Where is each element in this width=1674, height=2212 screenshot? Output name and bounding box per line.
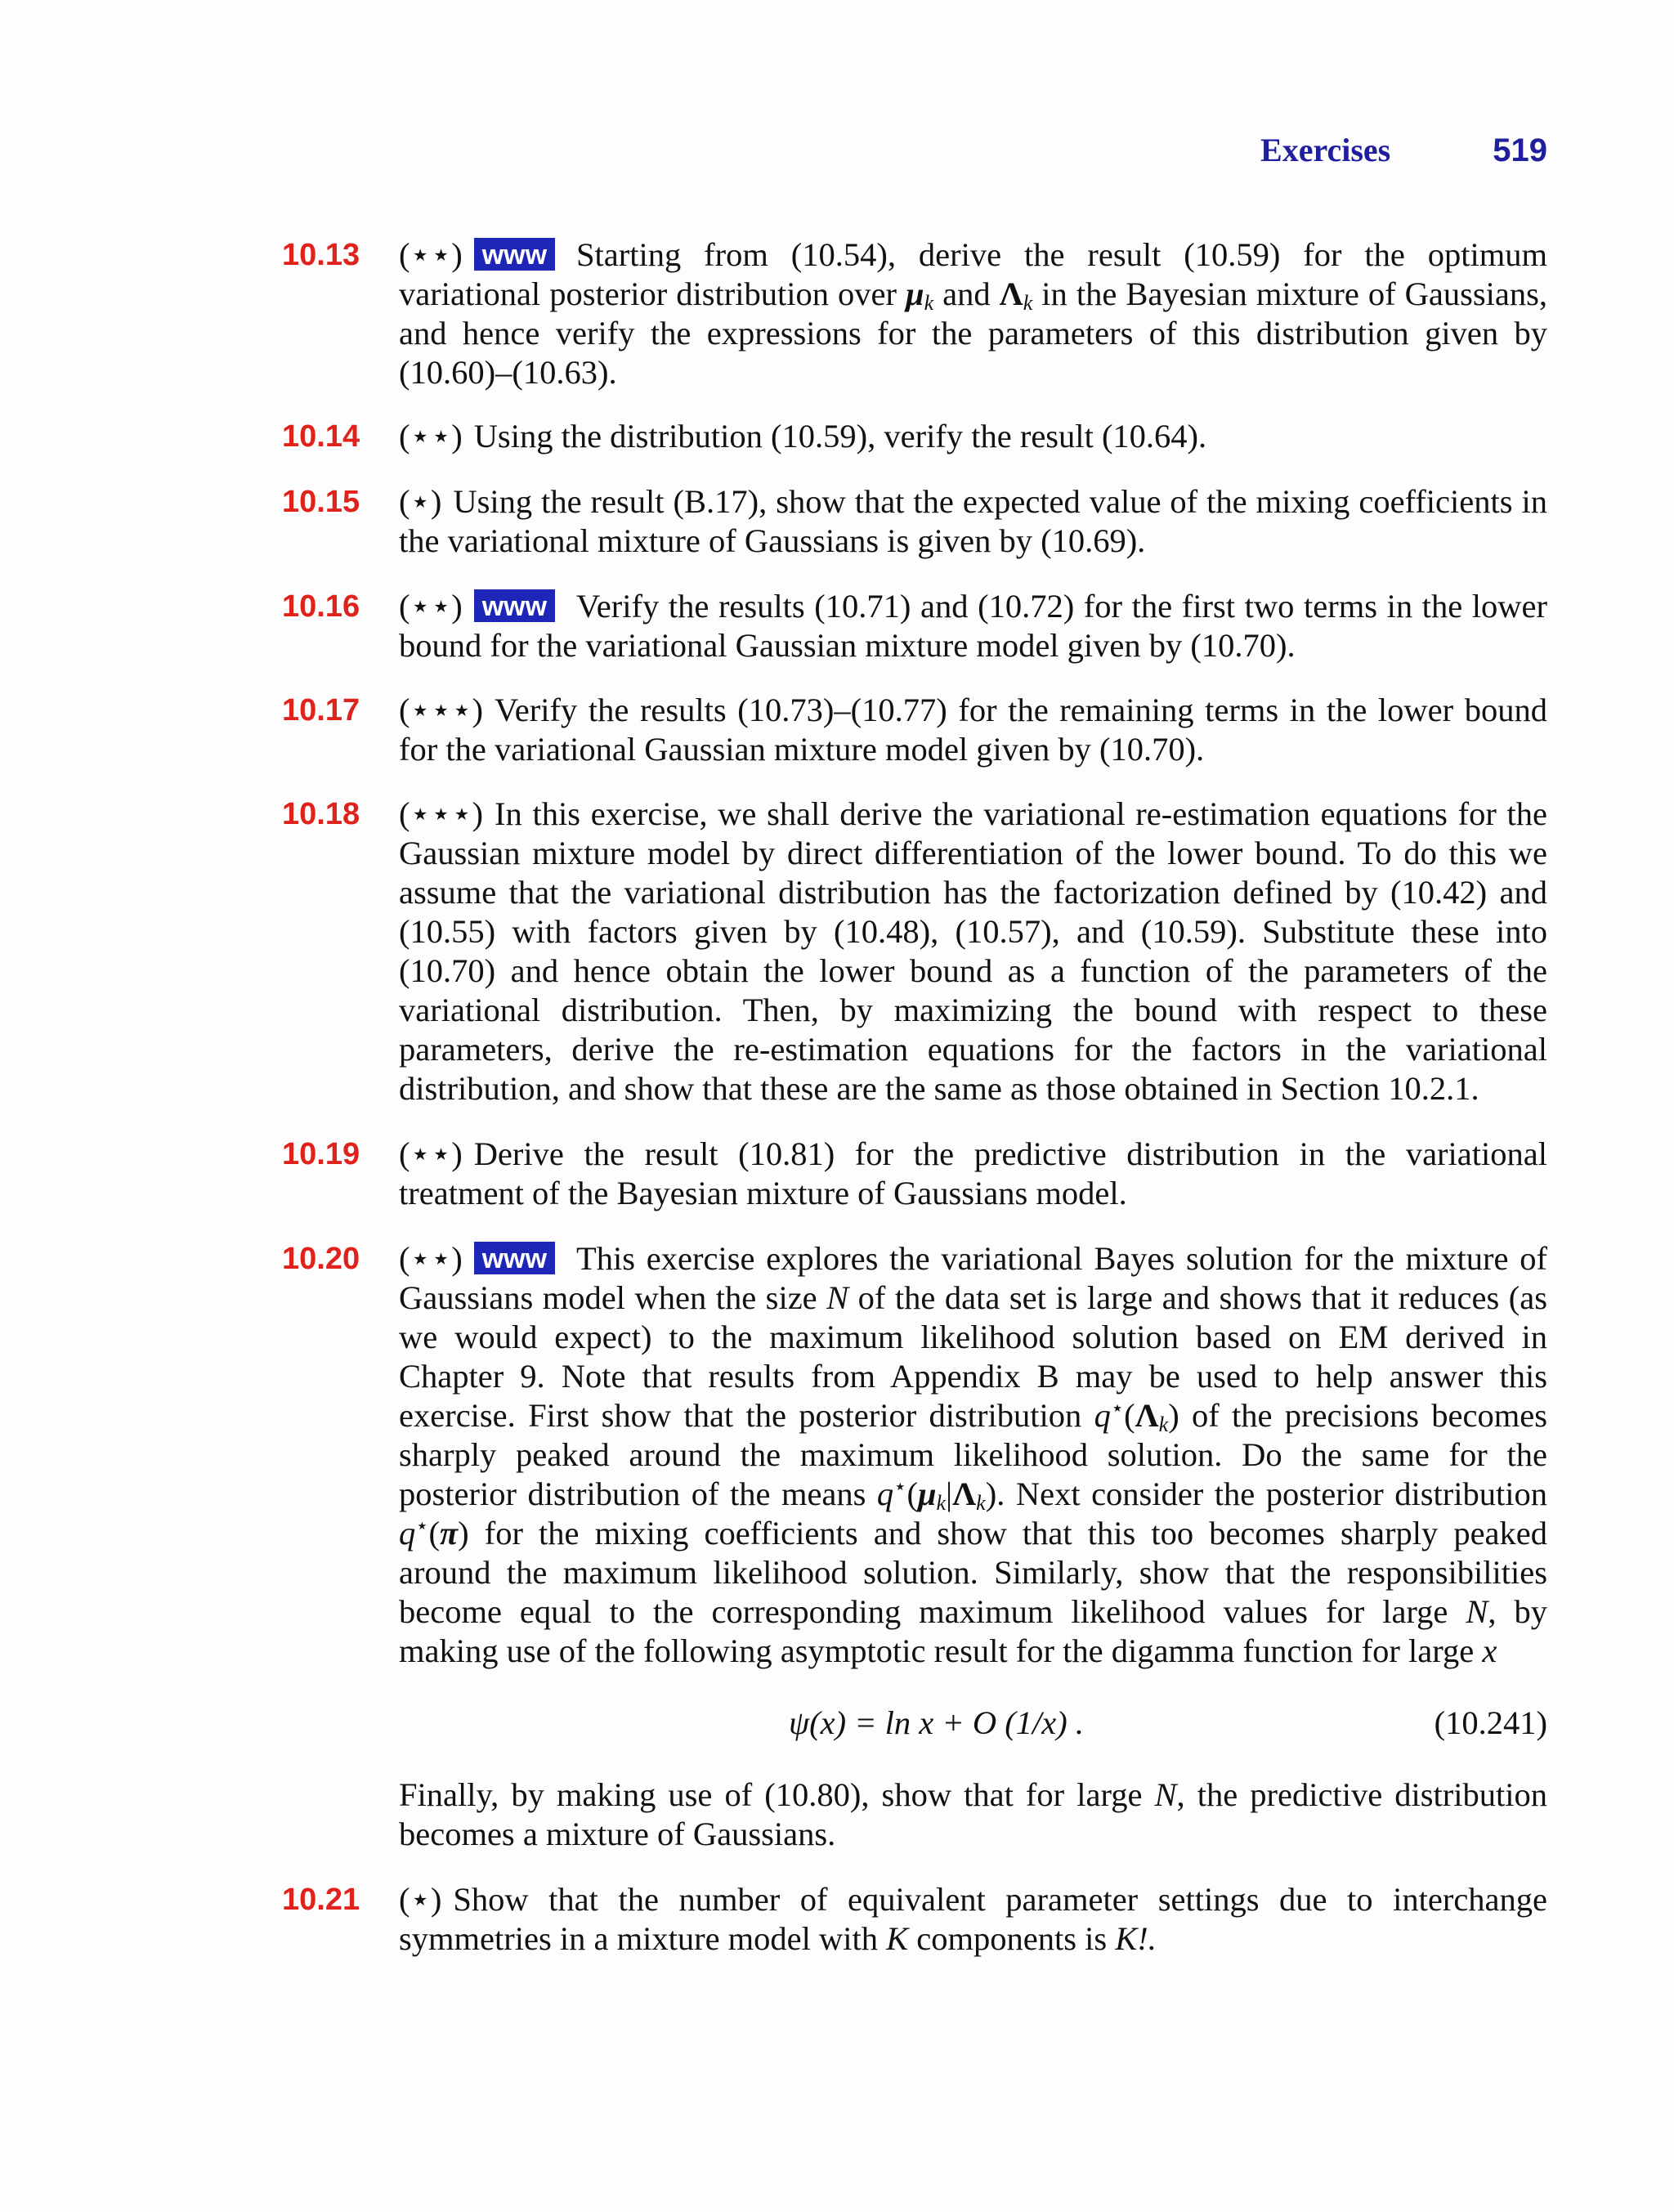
www-badge[interactable]: www	[474, 238, 555, 271]
exercise-number: 10.15	[282, 485, 360, 519]
exercise-10-17	[282, 691, 1547, 769]
exercise-number: 10.20	[282, 1242, 360, 1276]
difficulty-stars: (⋆⋆)	[399, 1240, 463, 1277]
exercise-number: 10.16	[282, 589, 360, 624]
exercise-number: 10.17	[282, 693, 360, 728]
difficulty-stars: (⋆)	[399, 1881, 442, 1918]
www-badge[interactable]: www	[474, 589, 555, 622]
exercise-10-14	[282, 417, 1547, 456]
exercise-text: (⋆) Show that the number of equivalent parameter settings due to interchange symmetries in a mixture model with K components is K!.	[399, 1881, 1547, 1957]
www-badge[interactable]: www	[474, 1242, 555, 1274]
exercise-number: 10.21	[282, 1883, 360, 1917]
math-lambda-k: $\Lambda_k$	[999, 275, 1033, 315]
difficulty-stars: (⋆⋆⋆)	[399, 692, 484, 728]
difficulty-stars: (⋆⋆)	[399, 588, 463, 625]
running-head	[0, 129, 1547, 172]
exercise-text: (⋆⋆⋆) Verify the results (10.73)–(10.77) for the remaining terms in the lower bound for the variational Gaussian mixture model given by (10.70).	[399, 692, 1547, 768]
exercise-10-15	[282, 482, 1547, 561]
exercise-text: (⋆⋆) www Verify the results (10.71) and (10.72) for the first two terms in the lower bound for the variational Gaussian mixture model given by (10.70).	[399, 588, 1547, 664]
page-number: 519	[1493, 132, 1547, 168]
math-mu-k: $\mu_k$	[906, 275, 934, 315]
exercise-10-21	[282, 1880, 1547, 1959]
difficulty-stars: (⋆⋆)	[399, 236, 463, 273]
exercise-10-18	[282, 795, 1547, 1108]
exercise-text: (⋆⋆) Derive the result (10.81) for the predictive distribution in the variational treatment of the Bayesian mixture of Gaussians model.	[399, 1135, 1547, 1211]
exercise-number: 10.13	[282, 238, 360, 272]
math-q-pi: q⋆(π)	[399, 1514, 469, 1552]
math-q-mu-lambda: $q^⋆(\mu_k|\Lambda_k)$	[876, 1475, 997, 1515]
difficulty-stars: (⋆⋆)	[399, 1135, 463, 1172]
exercise-text: (⋆⋆) Using the distribution (10.59), verify the result (10.64).	[399, 418, 1207, 454]
exercise-text: (⋆⋆) www This exercise explores the variational Bayes solution for the mixture of Gaussians model when the size N of the data set is large and shows that it reduces (as we would expect) to the maximum likelihood solution based on EM derived in Chapter 9. Note that results from Appendix B may be used to help answer this exercise. First show that the posterior distribution $q^⋆(\Lambda_k)$ of the precisions becomes sharply peaked around the maximum likelihood solution. Do the same for the posterior distribution of the means $q^⋆(\mu_k|\Lambda_k)$. Next consider the posterior distribution q⋆(π) for the mixing coefficients and show that this too becomes sharply peaked around the maximum likelihood solution. Similarly, show that the responsibilities become equal to the corresponding maximum likelihood values for large N, by making use of the following asymptotic result for the digamma function for large x	[399, 1240, 1548, 1669]
difficulty-stars: (⋆)	[399, 483, 442, 520]
exercise-text: (⋆⋆⋆) In this exercise, we shall derive the variational re-estimation equations for the Gaussian mixture model by direct differentiation of the lower bound. To do this we assume that the variational distribution has the factorization defined by (10.42) and (10.55) with factors given by (10.48), (10.57), and (10.59). Substitute these into (10.70) and hence obtain the lower bound as a function of the parameters of the variational distribution. Then, by maximizing the bound with respect to these parameters, derive the re-estimation equations for the factors in the variational distribution, and show that these are the same as those obtained in Section 10.2.1.	[399, 795, 1547, 1107]
exercise-text: (⋆⋆) www Starting from (10.54), derive the result (10.59) for the optimum variational posterior distribution over $\mu_k$ and $\Lambda_k$ in the Bayesian mixture of Gaussians, and hence verify the expressions for the parameters of this distribution given by (10.60)–(10.63).	[399, 236, 1547, 391]
exercise-10-13	[282, 235, 1547, 392]
math-q-lambda: $q^⋆(\Lambda_k)$	[1094, 1396, 1179, 1436]
exercise-number: 10.14	[282, 419, 360, 454]
exercise-10-19	[282, 1135, 1547, 1213]
exercise-text: (⋆) Using the result (B.17), show that the expected value of the mixing coefficients in the variational mixture of Gaussians is given by (10.69).	[399, 483, 1547, 559]
digamma-formula: ψ(x) = ln x + O (1/x) .	[789, 1704, 1084, 1741]
exercise-10-20-continuation: Finally, by making use of (10.80), show that for large N, the predictive distribution becomes a mixture of Gaussians.	[399, 1776, 1547, 1852]
difficulty-stars: (⋆⋆)	[399, 418, 463, 454]
difficulty-stars: (⋆⋆⋆)	[399, 795, 484, 832]
equation-number: (10.241)	[1434, 1704, 1547, 1741]
section-title: Exercises	[1260, 132, 1391, 168]
exercise-number: 10.19	[282, 1137, 360, 1171]
exercise-10-16	[282, 587, 1547, 665]
exercise-10-20	[282, 1239, 1547, 1671]
exercise-number: 10.18	[282, 797, 360, 831]
